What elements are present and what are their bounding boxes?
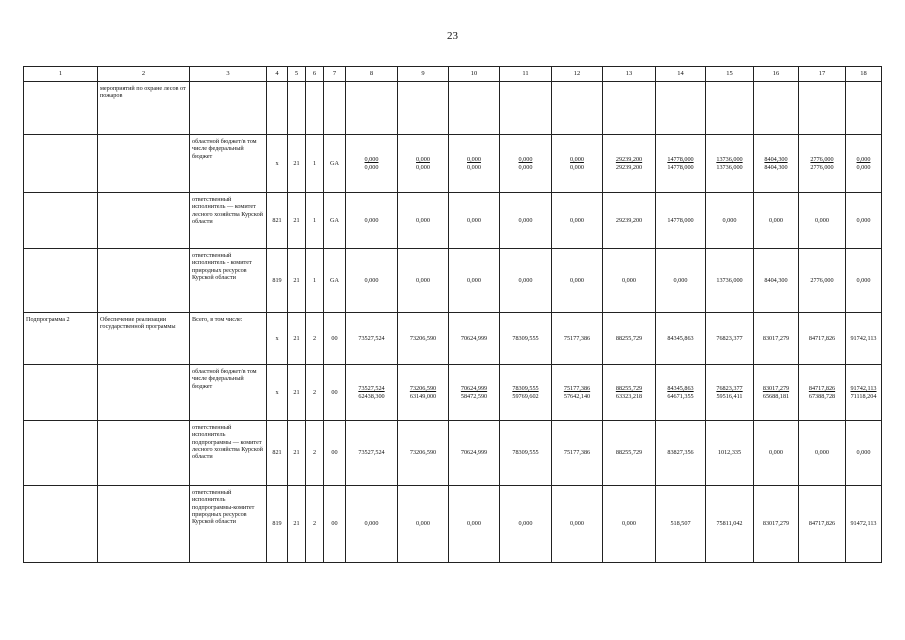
code-cell: 819 [267,249,288,313]
value-cell [346,365,398,421]
value-text: 0,000 [570,216,584,224]
value-cell [656,135,706,193]
code-cell: х [267,365,288,421]
value-text: 0,000 [467,156,481,164]
value-text: 0,000 [364,216,379,224]
value-text: 0,000 [416,163,430,171]
value-cell [706,82,754,135]
value-text: 0,000 [815,216,829,224]
name-cell [98,486,190,563]
value-text: 70624,999 [460,449,488,457]
code-cell: 21 [288,313,306,365]
header-row [24,67,882,82]
value-cell [846,313,882,365]
value-text: 62438,300 [358,392,385,400]
value-cell [706,249,754,313]
code-cell [267,82,288,135]
value-cell [656,365,706,421]
code-cell: 21 [288,486,306,563]
value-text: 0,000 [467,216,481,224]
value-cell [846,82,882,135]
value-text: 0,000 [364,156,379,164]
value-text: 83017,279 [762,334,790,342]
value-cell [846,193,882,249]
value-text: 0,000 [570,163,584,171]
table-body [24,67,882,563]
value-text: 91742,113 [850,385,877,393]
value-cell [799,486,846,563]
code-cell: 1 [306,249,324,313]
value-text: 0,000 [622,520,636,528]
source-cell: ответственный исполнитель подпрограммы-комитет природных ресурсов Курской области [190,486,267,563]
subprogram-cell [24,365,98,421]
value-cell [846,249,882,313]
value-text: 14778,000 [667,156,694,164]
source-cell: областной бюджет/в том числе федеральный бюджет [190,365,267,421]
value-cell [398,313,449,365]
code-cell: 821 [267,421,288,486]
value-text: 84345,863 [667,334,694,342]
code-cell: 2 [306,486,324,563]
source-cell: областной бюджет/в том числе федеральный бюджет [190,135,267,193]
value-cell [754,421,799,486]
subprogram-cell [24,486,98,563]
value-text: 0,000 [815,449,829,457]
code-cell: 21 [288,365,306,421]
value-cell [754,486,799,563]
column-header: 2 [98,67,190,82]
value-cell [500,421,552,486]
value-cell [500,193,552,249]
value-text: 0,000 [364,520,379,528]
value-cell [449,249,500,313]
value-text: 84717,826 [808,385,836,393]
source-cell: Всего, в том числе: [190,313,267,365]
value-text: 75811,042 [716,520,743,528]
value-text: 73206,590 [409,449,437,457]
value-cell [706,313,754,365]
value-text: 13736,000 [716,163,743,171]
value-cell [500,82,552,135]
value-cell [552,82,603,135]
code-cell: 2 [306,421,324,486]
value-text: 14778,000 [667,216,694,224]
code-cell: 00 [324,486,346,563]
value-text: 0,000 [673,276,688,284]
value-text: 0,000 [364,163,379,171]
value-text: 70624,999 [460,334,488,342]
value-cell [500,249,552,313]
value-text: 73206,590 [409,385,437,393]
value-cell [754,313,799,365]
value-text: 0,000 [722,216,737,224]
value-cell [706,421,754,486]
value-text: 0,000 [467,276,481,284]
value-cell [500,486,552,563]
value-text: 71118,204 [850,392,877,400]
value-cell [603,486,656,563]
code-cell: 21 [288,421,306,486]
column-header: 12 [552,67,603,82]
value-cell [346,421,398,486]
value-text: 59769,602 [512,392,539,400]
value-cell [603,421,656,486]
code-cell: 00 [324,421,346,486]
value-text: 29239,200 [615,216,643,224]
value-cell [603,313,656,365]
value-cell [552,486,603,563]
value-cell [656,249,706,313]
value-text: 2776,000 [810,163,834,171]
value-text: 78309,555 [512,385,539,393]
column-header: 7 [324,67,346,82]
table-row [24,421,882,486]
value-cell [552,313,603,365]
code-cell [324,82,346,135]
name-cell: мероприятий по охране лесов от пожаров [98,82,190,135]
value-text: 73527,524 [358,449,385,457]
column-header: 6 [306,67,324,82]
value-cell [449,421,500,486]
column-header: 14 [656,67,706,82]
column-header: 1 [24,67,98,82]
value-text: 8404,300 [764,163,788,171]
code-cell [306,82,324,135]
name-cell [98,193,190,249]
code-cell: 821 [267,193,288,249]
table-row [24,193,882,249]
subprogram-cell [24,193,98,249]
value-cell [552,135,603,193]
value-cell [552,249,603,313]
column-header: 4 [267,67,288,82]
value-cell [398,193,449,249]
value-cell [799,135,846,193]
value-text: 0,000 [856,276,871,284]
value-text: 0,000 [518,216,533,224]
value-text: 0,000 [518,156,533,164]
value-text: 59516,411 [716,392,743,400]
value-cell [706,365,754,421]
value-cell [552,193,603,249]
column-header: 17 [799,67,846,82]
value-cell [754,135,799,193]
value-cell [754,193,799,249]
code-cell: 00 [324,313,346,365]
value-cell [846,135,882,193]
table-row [24,82,882,135]
column-header: 15 [706,67,754,82]
value-cell [449,365,500,421]
value-cell [603,365,656,421]
subprogram-cell [24,82,98,135]
value-text: 1012,335 [717,449,742,457]
column-header: 3 [190,67,267,82]
value-cell [449,486,500,563]
value-cell [799,421,846,486]
value-text: 0,000 [570,520,584,528]
value-cell [500,313,552,365]
value-cell [799,249,846,313]
value-text: 73206,590 [409,334,437,342]
code-cell: х [267,313,288,365]
value-text: 0,000 [467,520,481,528]
value-cell [754,249,799,313]
value-cell [398,365,449,421]
value-text: 0,000 [518,163,533,171]
column-header: 13 [603,67,656,82]
value-cell [449,313,500,365]
value-text: 0,000 [467,163,481,171]
value-text: 57642,140 [563,392,591,400]
value-cell [656,82,706,135]
value-cell [346,486,398,563]
subprogram-cell [24,421,98,486]
value-cell [603,249,656,313]
name-cell [98,421,190,486]
value-text: 0,000 [856,449,871,457]
value-text: 0,000 [570,276,584,284]
value-text: 0,000 [518,276,533,284]
value-text: 58472,590 [460,392,488,400]
value-cell [346,193,398,249]
value-text: 0,000 [769,449,783,457]
value-text: 73527,524 [358,334,385,342]
value-text: 78309,555 [512,334,539,342]
value-text: 65688,181 [762,392,790,400]
value-cell [398,421,449,486]
value-text: 70624,999 [460,385,488,393]
name-cell [98,365,190,421]
table-row [24,249,882,313]
value-cell [706,486,754,563]
code-cell: 2 [306,313,324,365]
code-cell: GA [324,193,346,249]
value-cell [799,193,846,249]
source-cell: ответственный исполнитель — комитет лесного хозяйства Курской области [190,193,267,249]
value-cell [754,82,799,135]
column-header: 8 [346,67,398,82]
value-text: 91472,113 [850,520,877,528]
value-cell [846,486,882,563]
value-text: 63323,218 [615,392,643,400]
value-text: 0,000 [416,216,430,224]
value-text: 0,000 [416,156,430,164]
value-text: 83827,356 [667,449,694,457]
code-cell: 1 [306,135,324,193]
value-cell [500,135,552,193]
value-text: 84717,826 [808,334,836,342]
value-text: 14778,000 [667,163,694,171]
value-cell [706,193,754,249]
value-text: 0,000 [570,156,584,164]
value-text: 88255,729 [615,385,643,393]
value-cell [449,135,500,193]
value-text: 8404,300 [764,156,788,164]
value-cell [449,193,500,249]
value-cell [398,82,449,135]
value-cell [656,193,706,249]
source-cell: ответственный исполнитель подпрограммы — комитет лесного хозяйства Курской области [190,421,267,486]
code-cell [288,82,306,135]
value-text: 0,000 [856,216,871,224]
value-text: 0,000 [622,276,636,284]
source-cell: ответственный исполнитель - комитет природных ресурсов Курской области [190,249,267,313]
budget-table [23,66,882,563]
code-cell: GA [324,135,346,193]
value-cell [552,421,603,486]
code-cell: 00 [324,365,346,421]
value-text: 78309,555 [512,449,539,457]
code-cell: х [267,135,288,193]
value-text: 84717,826 [808,520,836,528]
value-cell [449,82,500,135]
subprogram-cell [24,249,98,313]
value-text: 76823,377 [716,334,743,342]
value-text: 73527,524 [358,385,385,393]
value-cell [346,135,398,193]
code-cell: 819 [267,486,288,563]
value-text: 13736,000 [716,156,743,164]
value-text: 83017,279 [762,520,790,528]
table-row [24,135,882,193]
value-cell [346,249,398,313]
value-text: 75177,386 [563,385,591,393]
value-text: 88255,729 [615,449,643,457]
value-text: 0,000 [856,156,871,164]
value-cell [500,365,552,421]
value-text: 91742,113 [850,334,877,342]
column-header: 11 [500,67,552,82]
code-cell: GA [324,249,346,313]
table-row [24,365,882,421]
value-cell [603,82,656,135]
value-text: 0,000 [416,276,430,284]
column-header: 9 [398,67,449,82]
value-text: 13736,000 [716,276,743,284]
value-text: 8404,300 [764,276,788,284]
column-header: 18 [846,67,882,82]
value-cell [656,421,706,486]
value-cell [398,135,449,193]
value-text: 0,000 [416,520,430,528]
value-cell [799,365,846,421]
column-header: 5 [288,67,306,82]
value-text: 67388,728 [808,392,836,400]
value-text: 2776,000 [810,156,834,164]
value-cell [603,193,656,249]
value-cell [846,365,882,421]
column-header: 16 [754,67,799,82]
value-text: 0,000 [518,520,533,528]
value-text: 518,507 [670,520,691,528]
value-text: 2776,000 [810,276,834,284]
column-header: 10 [449,67,500,82]
value-cell [754,365,799,421]
value-cell [799,82,846,135]
source-cell [190,82,267,135]
value-cell [398,486,449,563]
value-text: 64671,355 [667,392,694,400]
subprogram-cell: Подпрограмма 2 [24,313,98,365]
code-cell: 2 [306,365,324,421]
value-text: 0,000 [364,276,379,284]
value-cell [603,135,656,193]
code-cell: 21 [288,193,306,249]
value-text: 0,000 [856,163,871,171]
value-cell [346,82,398,135]
value-cell [346,313,398,365]
value-cell [656,313,706,365]
value-cell [799,313,846,365]
page-number: 23 [447,30,458,42]
value-text: 29239,200 [615,156,643,164]
value-cell [656,486,706,563]
value-text: 29239,200 [615,163,643,171]
value-text: 83017,279 [762,385,790,393]
value-cell [706,135,754,193]
code-cell: 21 [288,249,306,313]
value-text: 0,000 [769,216,783,224]
name-cell [98,135,190,193]
code-cell: 21 [288,135,306,193]
table-row [24,486,882,563]
value-text: 84345,863 [667,385,694,393]
value-cell [846,421,882,486]
subprogram-cell [24,135,98,193]
value-text: 75177,386 [563,334,591,342]
value-text: 75177,386 [563,449,591,457]
name-cell [98,249,190,313]
value-text: 88255,729 [615,334,643,342]
value-cell [398,249,449,313]
code-cell: 1 [306,193,324,249]
name-cell: Обеспечение реализации государственной программы [98,313,190,365]
value-text: 63149,000 [409,392,437,400]
table-row [24,313,882,365]
value-cell [552,365,603,421]
value-text: 76823,377 [716,385,743,393]
